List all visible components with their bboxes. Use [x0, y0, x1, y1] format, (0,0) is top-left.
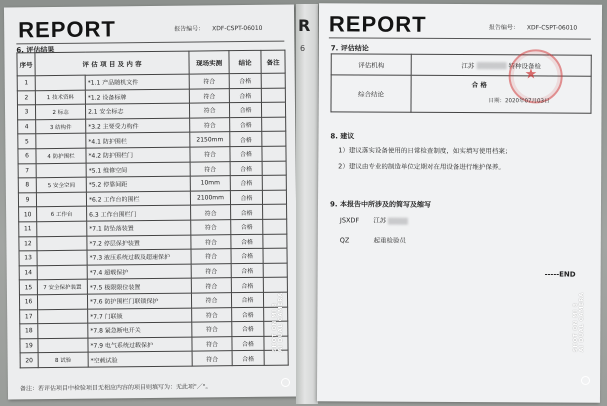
watermark-line-2: AI DUAL CAMERA	[579, 292, 585, 352]
report-page-left	[4, 4, 298, 399]
row-result: 合格	[231, 248, 263, 263]
org-prefix: 江苏	[461, 61, 475, 70]
row-result: 合格	[231, 263, 263, 278]
row-remark	[262, 131, 286, 146]
row-result: 合格	[229, 88, 261, 103]
row-item: *3.2 主要受力构件	[86, 118, 190, 134]
section-title-evaluation: 6. 评估结果	[16, 46, 55, 55]
row-seq: 3	[17, 105, 35, 120]
row-group	[37, 221, 87, 236]
row-seq: 8	[18, 178, 36, 193]
row-item: *7.6 防护围栏门联锁保护	[87, 293, 191, 309]
row-measured: 符合	[190, 117, 230, 132]
abbr-full: 起重检验员	[373, 236, 406, 245]
camera-watermark-left	[272, 292, 284, 352]
row-item: *7.2 停层保护装置	[87, 235, 191, 251]
abbr-code: QZ	[339, 236, 350, 245]
row-seq: 17	[20, 309, 38, 324]
row-seq: 7	[18, 163, 36, 178]
row-measured: 符合	[191, 220, 231, 235]
row-seq: 10	[19, 207, 37, 222]
row-seq: 9	[18, 192, 36, 207]
report-page-right	[317, 3, 602, 402]
row-result: 合格	[229, 73, 261, 88]
col-remark: 备注	[261, 50, 285, 73]
row-remark	[262, 146, 286, 161]
col-measured: 现场实测	[189, 51, 229, 74]
row-result: 合格	[229, 103, 261, 118]
row-result: 合格	[231, 205, 263, 220]
row-group	[36, 192, 86, 207]
report-number-label-right: 报告编号：	[488, 24, 519, 32]
row-measured: 符合	[192, 351, 232, 366]
row-remark	[263, 234, 287, 249]
row-item: *4.2 防护围栏门	[86, 147, 190, 163]
section-title-conclusion: 7. 评估结论	[330, 44, 369, 53]
org-label: 评估机构	[331, 54, 411, 75]
row-item: *1.1 产品随机文件	[85, 74, 189, 90]
row-seq: 13	[19, 251, 37, 266]
report-number	[174, 23, 262, 33]
end-mark: -----END	[544, 270, 576, 279]
row-result: 合格	[232, 351, 264, 366]
report-number-value-right: XDF-CSPT-06010	[526, 24, 578, 32]
row-result: 合格	[230, 117, 262, 132]
row-result: 合格	[230, 132, 262, 147]
report-number-label: 报告编号：	[174, 25, 205, 33]
row-group	[37, 265, 87, 280]
advice-item-2: 2）建议由专业的制造单位定期对在用设备进行维护保养。	[338, 162, 505, 172]
row-result: 合格	[231, 234, 263, 249]
redacted-block-2	[388, 217, 408, 224]
row-group	[38, 309, 88, 324]
row-group	[35, 75, 85, 90]
watermark-dot-icon	[281, 378, 290, 387]
row-remark	[262, 161, 286, 176]
row-item: 6.3 工作台围栏门	[87, 205, 191, 221]
row-item: *7.3 液压系统过载及超速保护	[87, 249, 191, 265]
row-seq: 12	[19, 236, 37, 251]
row-group	[37, 250, 87, 265]
row-group: 3 结构件	[36, 119, 86, 134]
watermark-line-1: SHOT ON MI 8	[272, 302, 278, 352]
report-title-right: REPORT	[328, 11, 427, 37]
row-measured: 符合	[189, 74, 229, 89]
row-item: *4.1 防护围栏	[86, 132, 190, 148]
row-measured: 符合	[190, 161, 230, 176]
row-item: *1.2 设备标牌	[85, 89, 189, 105]
row-item: *7.1 防坠落装置	[87, 220, 191, 236]
row-measured: 符合	[192, 307, 232, 322]
report-number-value: XDF-CSPT-06010	[212, 24, 263, 33]
peek-letter: R	[298, 16, 311, 35]
row-seq: 11	[19, 222, 37, 237]
row-remark	[261, 102, 285, 117]
row-group	[37, 294, 87, 309]
row-item: *7.9 电气系统过载保护	[88, 337, 192, 353]
row-measured: 2150mm	[190, 132, 230, 147]
row-seq: 16	[19, 295, 37, 310]
row-measured: 符合	[191, 263, 231, 278]
row-group: 8 试验	[38, 352, 88, 367]
row-group: 1 技术资料	[35, 90, 85, 105]
row-remark	[263, 248, 287, 263]
row-result: 合格	[231, 292, 263, 307]
row-group	[38, 323, 88, 338]
section-title-abbreviations: 9. 本报告中所涉及的简写及缩写	[329, 200, 431, 209]
row-seq: 19	[20, 338, 38, 353]
row-measured: 符合	[192, 322, 232, 337]
abbr-row-2	[340, 235, 406, 244]
row-measured: 符合	[191, 293, 231, 308]
row-group: 6 工作台	[37, 207, 87, 222]
watermark-line-1: SHOT ON MI 8	[573, 302, 579, 352]
row-group	[36, 134, 86, 149]
org-value	[411, 54, 591, 76]
page-gap	[296, 4, 318, 404]
evaluation-table-header	[17, 50, 285, 76]
row-item: *空载试验	[88, 351, 192, 367]
row-group	[36, 163, 86, 178]
row-group	[37, 236, 87, 251]
row-remark	[263, 277, 287, 292]
col-item: 评 估 项 目 及 内 容	[35, 51, 189, 76]
row-seq: 1	[17, 76, 35, 91]
row-item: *6.2 工作台的围栏	[86, 191, 190, 207]
report-number-right	[489, 22, 577, 31]
row-group	[38, 338, 88, 353]
row-seq: 6	[18, 149, 36, 164]
row-result: 合格	[230, 146, 262, 161]
row-group: 7 安全保护装置	[37, 279, 87, 294]
seal-star-icon: ★	[524, 66, 538, 83]
row-result: 合格	[230, 161, 262, 176]
row-seq: 2	[17, 90, 35, 105]
summary-label: 综合结论	[331, 75, 411, 112]
row-result: 合格	[231, 278, 263, 293]
row-item: *7.7 门联锁	[88, 308, 192, 324]
row-measured: 符合	[189, 88, 229, 103]
row-seq: 20	[20, 353, 38, 368]
row-measured: 2100mm	[190, 190, 230, 205]
row-item: *7.8 紧急断电开关	[88, 322, 192, 338]
row-measured: 符合	[191, 234, 231, 249]
row-remark	[262, 175, 286, 190]
redacted-block	[476, 62, 506, 69]
row-remark	[262, 190, 286, 205]
row-group: 2 标志	[35, 104, 85, 119]
org-suffix: 特种设备检	[508, 61, 542, 70]
row-group: 4 防护围栏	[36, 148, 86, 163]
row-seq: 4	[18, 119, 36, 134]
watermark-line-2: AI DUAL CAMERA	[278, 292, 284, 352]
row-measured: 符合	[189, 103, 229, 118]
row-seq: 5	[18, 134, 36, 149]
row-result: 合格	[230, 190, 262, 205]
row-item: *7.4 超载保护	[87, 264, 191, 280]
table-note: 备注：若评估项目中检验项目无相应内容的项目则填写为：无此项"／"。	[19, 383, 212, 393]
row-remark	[263, 204, 287, 219]
col-seq: 序号	[17, 53, 35, 76]
header-divider-right	[329, 37, 591, 39]
row-measured: 符合	[192, 336, 232, 351]
summary-value: 合 格	[411, 75, 591, 113]
row-item: *5.2 停靠间距	[86, 176, 190, 192]
row-group: 5 安全空间	[36, 177, 86, 192]
row-seq: 18	[20, 324, 38, 339]
row-item: 2.1 安全标志	[85, 103, 189, 119]
camera-watermark-right	[573, 292, 585, 352]
row-result: 合格	[232, 321, 264, 336]
row-seq: 14	[19, 265, 37, 280]
advice-item-1: 1）建议落实设备使用的日常检查制度，如实填写使用档案；	[338, 146, 512, 156]
section-title-advice: 8. 建议	[330, 132, 355, 141]
row-remark	[262, 117, 286, 132]
row-remark	[264, 350, 288, 365]
abbr-full: 江苏	[373, 216, 387, 225]
row-item: *7.5 极限限位装置	[87, 278, 191, 294]
conclusion-date: 日期：2020年07月03日	[488, 98, 550, 105]
row-remark	[261, 73, 285, 88]
row-measured: 10mm	[190, 176, 230, 191]
row-result: 合格	[232, 336, 264, 351]
report-title: REPORT	[18, 16, 117, 43]
evaluation-table	[16, 50, 288, 369]
peek-mark: 6	[300, 44, 306, 53]
row-item: *5.1 维修空间	[86, 162, 190, 178]
evaluation-row	[20, 350, 288, 367]
abbr-row-1	[340, 215, 408, 224]
row-measured: 符合	[190, 147, 230, 162]
row-result: 合格	[230, 175, 262, 190]
watermark-dot-icon	[581, 376, 590, 385]
row-result: 合格	[231, 219, 263, 234]
row-measured: 符合	[191, 249, 231, 264]
row-measured: 符合	[191, 278, 231, 293]
row-remark	[263, 219, 287, 234]
abbr-code: JSXDF	[339, 216, 360, 225]
row-remark	[261, 88, 285, 103]
row-result: 合格	[232, 307, 264, 322]
col-result: 结论	[229, 50, 261, 73]
row-measured: 符合	[191, 205, 231, 220]
row-remark	[263, 263, 287, 278]
row-seq: 15	[19, 280, 37, 295]
